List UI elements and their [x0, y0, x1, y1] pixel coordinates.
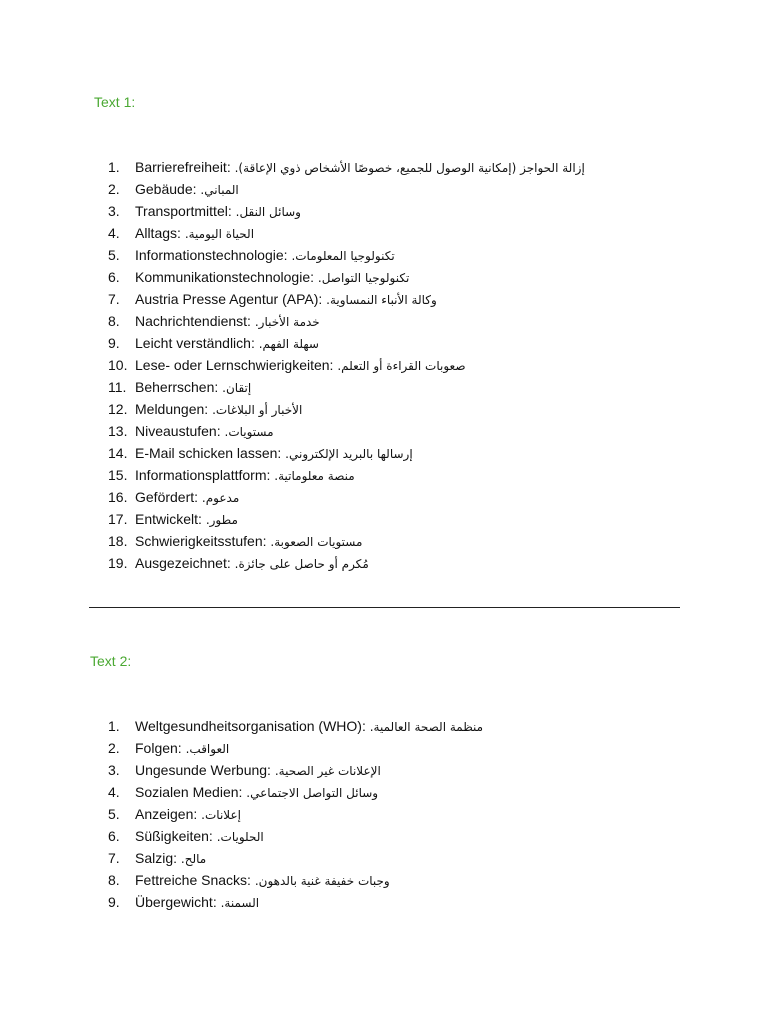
german-term: Meldungen:: [135, 401, 209, 417]
german-term: Ungesunde Werbung:: [135, 762, 271, 778]
german-term: Informationsplattform:: [135, 467, 271, 483]
section-heading-text-2: Text 2:: [90, 653, 132, 669]
vocabulary-item: [108, 332, 585, 354]
german-term: Übergewicht:: [135, 894, 217, 910]
item-number: 3.: [108, 203, 120, 219]
vocabulary-item: [108, 530, 585, 552]
item-number: 12.: [108, 401, 128, 417]
arabic-translation: وسائل التواصل الاجتماعي.: [246, 786, 379, 800]
arabic-translation: المباني.: [200, 183, 239, 197]
item-number: 6.: [108, 269, 120, 285]
arabic-translation: العواقب.: [185, 742, 230, 756]
german-term: Schwierigkeitsstufen:: [135, 533, 267, 549]
german-term: Anzeigen:: [135, 806, 198, 822]
german-term: Weltgesundheitsorganisation (WHO):: [135, 718, 366, 734]
item-number: 3.: [108, 762, 120, 778]
vocabulary-item: [108, 486, 585, 508]
arabic-translation: وسائل النقل.: [235, 205, 301, 219]
vocabulary-item: [108, 354, 585, 376]
section-divider: [89, 607, 680, 608]
arabic-translation: الحياة اليومية.: [184, 227, 255, 241]
german-term: E-Mail schicken lassen:: [135, 445, 282, 461]
arabic-translation: وكالة الأنباء النمساوية.: [326, 293, 437, 307]
vocabulary-item: [108, 759, 483, 781]
item-number: 10.: [108, 357, 128, 373]
vocabulary-item: [108, 715, 483, 737]
vocabulary-item: [108, 288, 585, 310]
vocabulary-item: [108, 803, 483, 825]
arabic-translation: إزالة الحواجز (إمكانية الوصول للجميع، خصوصًا الأشخاص ذوي الإعاقة).: [234, 161, 585, 175]
arabic-translation: مستويات الصعوبة.: [270, 535, 363, 549]
item-number: 8.: [108, 313, 120, 329]
vocabulary-item: [108, 464, 585, 486]
vocabulary-item: [108, 310, 585, 332]
item-number: 7.: [108, 291, 120, 307]
arabic-translation: تكنولوجيا المعلومات.: [291, 249, 395, 263]
section-heading-text-1: Text 1:: [94, 94, 136, 110]
item-number: 18.: [108, 533, 128, 549]
arabic-translation: السمنة.: [220, 896, 260, 910]
item-number: 7.: [108, 850, 120, 866]
item-number: 8.: [108, 872, 120, 888]
item-number: 13.: [108, 423, 128, 439]
item-number: 2.: [108, 740, 120, 756]
german-term: Informationstechnologie:: [135, 247, 288, 263]
item-number: 4.: [108, 225, 120, 241]
arabic-translation: مُكرم أو حاصل على جائزة.: [234, 557, 369, 571]
german-term: Folgen:: [135, 740, 182, 756]
vocabulary-item: [108, 266, 585, 288]
arabic-translation: الحلويات.: [216, 830, 264, 844]
vocabulary-item: [108, 222, 585, 244]
item-number: 1.: [108, 159, 120, 175]
german-term: Fettreiche Snacks:: [135, 872, 251, 888]
item-number: 9.: [108, 335, 120, 351]
german-term: Ausgezeichnet:: [135, 555, 231, 571]
vocabulary-item: [108, 376, 585, 398]
arabic-translation: الإعلانات غير الصحية.: [274, 764, 381, 778]
item-number: 5.: [108, 247, 120, 263]
vocabulary-item: [108, 781, 483, 803]
german-term: Salzig:: [135, 850, 178, 866]
german-term: Gebäude:: [135, 181, 197, 197]
arabic-translation: إعلانات.: [201, 808, 241, 822]
arabic-translation: منظمة الصحة العالمية.: [369, 720, 484, 734]
german-term: Transportmittel:: [135, 203, 232, 219]
arabic-translation: إرسالها بالبريد الإلكتروني.: [285, 447, 413, 461]
vocabulary-item: [108, 737, 483, 759]
vocabulary-item: [108, 420, 585, 442]
german-term: Alltags:: [135, 225, 181, 241]
vocabulary-item: [108, 178, 585, 200]
german-term: Nachrichtendienst:: [135, 313, 251, 329]
item-number: 1.: [108, 718, 120, 734]
vocabulary-item: [108, 847, 483, 869]
german-term: Beherrschen:: [135, 379, 219, 395]
item-number: 16.: [108, 489, 128, 505]
arabic-translation: مالح.: [180, 852, 207, 866]
arabic-translation: مستويات.: [224, 425, 274, 439]
vocabulary-item: [108, 442, 585, 464]
item-number: 5.: [108, 806, 120, 822]
vocabulary-list-text-2: [108, 715, 483, 913]
arabic-translation: خدمة الأخبار.: [254, 315, 320, 329]
item-number: 17.: [108, 511, 128, 527]
item-number: 4.: [108, 784, 120, 800]
item-number: 11.: [108, 379, 127, 395]
vocabulary-item: [108, 244, 585, 266]
vocabulary-item: [108, 552, 585, 574]
arabic-translation: صعوبات القراءة أو التعلم.: [337, 359, 466, 373]
german-term: Kommunikationstechnologie:: [135, 269, 314, 285]
arabic-translation: تكنولوجيا التواصل.: [317, 271, 410, 285]
german-term: Leicht verständlich:: [135, 335, 255, 351]
item-number: 9.: [108, 894, 120, 910]
vocabulary-item: [108, 825, 483, 847]
item-number: 15.: [108, 467, 128, 483]
vocabulary-item: [108, 398, 585, 420]
arabic-translation: وجبات خفيفة غنية بالدهون.: [254, 874, 390, 888]
german-term: Entwickelt:: [135, 511, 202, 527]
german-term: Barrierefreiheit:: [135, 159, 231, 175]
vocabulary-item: [108, 891, 483, 913]
vocabulary-list-text-1: [108, 156, 585, 574]
german-term: Sozialen Medien:: [135, 784, 243, 800]
arabic-translation: منصة معلوماتية.: [274, 469, 355, 483]
german-term: Gefördert:: [135, 489, 199, 505]
item-number: 2.: [108, 181, 120, 197]
arabic-translation: مطور.: [205, 513, 238, 527]
german-term: Süßigkeiten:: [135, 828, 213, 844]
vocabulary-item: [108, 156, 585, 178]
german-term: Austria Presse Agentur (APA):: [135, 291, 323, 307]
arabic-translation: الأخبار أو البلاغات.: [212, 403, 303, 417]
vocabulary-item: [108, 508, 585, 530]
german-term: Lese- oder Lernschwierigkeiten:: [135, 357, 334, 373]
item-number: 14.: [108, 445, 128, 461]
arabic-translation: سهلة الفهم.: [258, 337, 319, 351]
item-number: 19.: [108, 555, 128, 571]
arabic-translation: إتقان.: [222, 381, 252, 395]
vocabulary-item: [108, 200, 585, 222]
vocabulary-item: [108, 869, 483, 891]
german-term: Niveaustufen:: [135, 423, 221, 439]
item-number: 6.: [108, 828, 120, 844]
arabic-translation: مدعوم.: [201, 491, 240, 505]
